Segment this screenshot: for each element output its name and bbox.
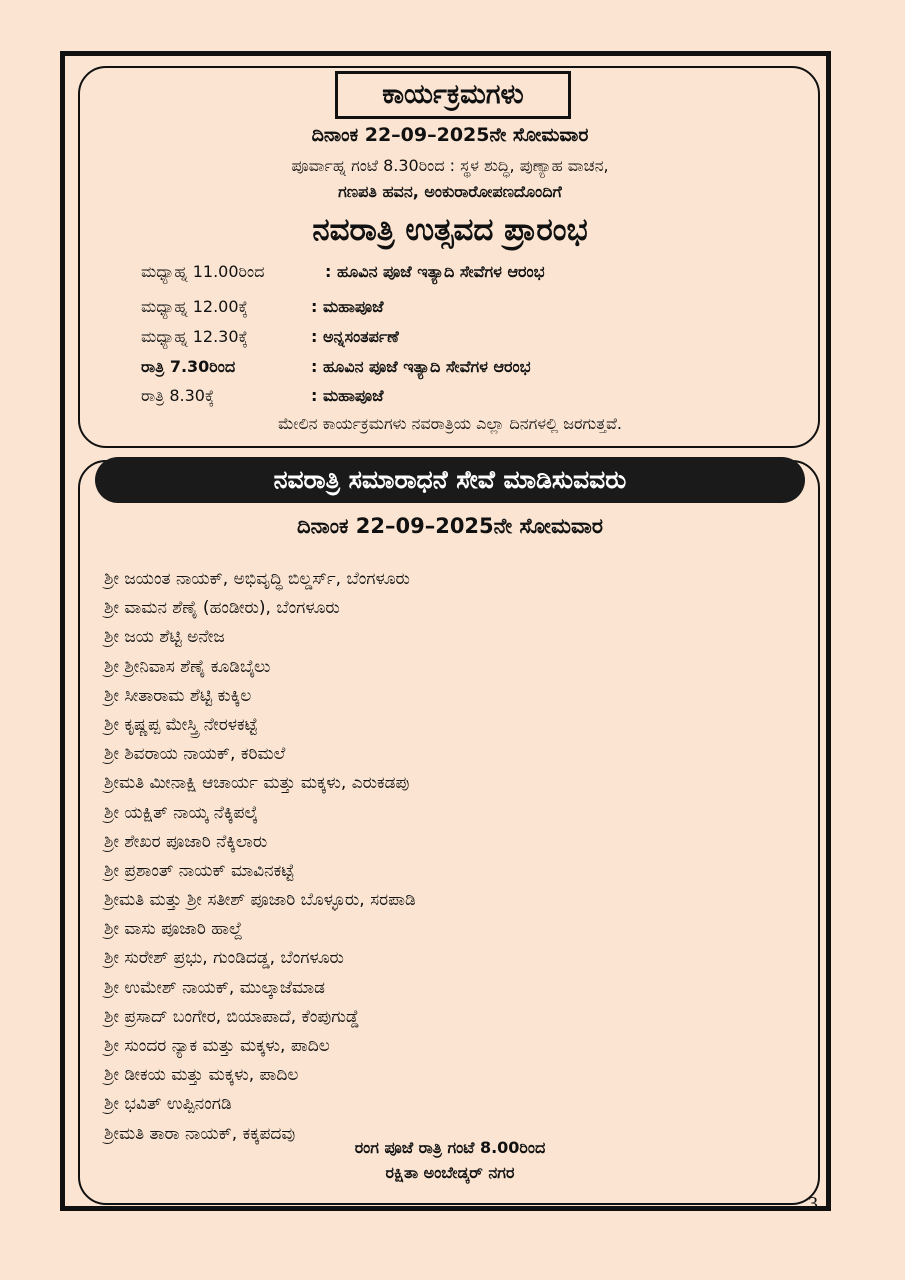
schedule-event: : ಮಹಾಪೂಜೆ <box>311 386 384 405</box>
page-number: 3 <box>808 1193 818 1215</box>
sponsors-date: ದಿನಾಂಕ 22–09–2025ನೇ ಸೋಮವಾರ <box>297 514 603 538</box>
sponsor-name: ಶ್ರೀ ವಾಸು ಪೂಜಾರಿ ಹಾಲ್ದೆ <box>104 919 243 940</box>
sponsor-footer-name: ರಕ್ಷಿತಾ ಅಂಬೇಡ್ಕರ್ ನಗರ <box>385 1163 515 1182</box>
sponsor-name: ಶ್ರೀ ಜಯಂತ ನಾಯಕ್, ಅಭಿವೃದ್ಧಿ ಬಿಲ್ಡರ್ಸ್, ಬೆಂಗಳೂರು <box>104 569 410 589</box>
sponsor-list <box>104 565 416 1149</box>
sponsor-name: ಶ್ರೀ ಯಕ್ಷಿತ್ ನಾಯ್ಕ ನೆಕ್ಕಿಪಲ್ಕೆ <box>104 802 258 823</box>
sponsor-name: ಶ್ರೀ ಪ್ರಸಾದ್ ಬಂಗೇರ, ಬಿಯಾಪಾದೆ, ಕೆಂಪುಗುಡ್ಡೆ <box>104 1006 360 1027</box>
sponsor-name: ಶ್ರೀ ಸುಂದರ ನ್ಯಾಕ ಮತ್ತು ಮಕ್ಕಳು, ಪಾದಿಲ <box>104 1036 330 1056</box>
sponsor-name: ಶ್ರೀ ಸುರೇಶ್ ಪ್ರಭು, ಗುಂಡಿದಡ್ಡ, ಬೆಂಗಳೂರು <box>104 948 344 969</box>
schedule-event: : ಹೂವಿನ ಪೂಜೆ ಇತ್ಯಾದಿ ಸೇವೆಗಳ ಆರಂಭ <box>311 357 531 376</box>
sponsor-name: ಶ್ರೀ ಭವಿತ್ ಉಪ್ಪಿನಂಗಡಿ <box>104 1094 232 1115</box>
schedule-time: ಮಧ್ಯಾಹ್ನ 12.30ಕ್ಕೆ <box>141 327 248 346</box>
schedule-row <box>141 327 781 347</box>
schedule-row <box>141 386 781 406</box>
schedule-event: : ಅನ್ನಸಂತರ್ಪಣೆ <box>311 327 399 346</box>
program-date: ದಿನಾಂಕ 22–09–2025ನೇ ಸೋಮವಾರ <box>311 124 589 146</box>
ranga-pooja-line: ರಂಗ ಪೂಜೆ ರಾತ್ರಿ ಗಂಟೆ 8.00ರಿಂದ <box>354 1138 546 1157</box>
sponsor-name: ಶ್ರೀಮತಿ ತಾರಾ ನಾಯಕ್, ಕಕ್ಕಪದವು <box>104 1123 296 1144</box>
schedule-row <box>141 357 781 377</box>
sponsor-name: ಶ್ರೀ ಶ್ರೀನಿವಾಸ ಶೆಣೈ ಕೂಡಿಬೈಲು <box>104 656 271 677</box>
schedule-time: ಮಧ್ಯಾಹ್ನ 12.00ಕ್ಕೆ <box>141 297 248 316</box>
schedule-row <box>141 262 781 282</box>
sponsor-name: ಶ್ರೀ ಕೃಷ್ಣಪ್ಪ ಮೇಸ್ತ್ರಿ ನೇರಳಕಟ್ಟೆ <box>104 714 258 735</box>
sponsor-name: ಶ್ರೀಮತಿ ಮೀನಾಕ್ಷಿ ಆಚಾರ್ಯ ಮತ್ತು ಮಕ್ಕಳು, ಎರುಕಡಪು <box>104 773 410 794</box>
morning-schedule-line2: ಗಣಪತಿ ಹವನ, ಅಂಕುರಾರೋಪಣದೊಂದಿಗೆ <box>338 182 562 201</box>
schedule-time: ರಾತ್ರಿ 7.30ರಿಂದ <box>141 357 236 376</box>
schedule-row <box>141 297 781 317</box>
schedule-time: ಮಧ್ಯಾಹ್ನ 11.00ರಿಂದ <box>141 262 265 281</box>
sponsor-name: ಶ್ರೀ ಡೀಕಯ ಮತ್ತು ಮಕ್ಕಳು, ಪಾದಿಲ <box>104 1065 299 1086</box>
sponsors-banner: ನವರಾತ್ರಿ ಸಮಾರಾಧನೆ ಸೇವೆ ಮಾಡಿಸುವವರು <box>95 457 805 503</box>
sponsor-name: ಶ್ರೀ ಸೀತಾರಾಮ ಶೆಟ್ಟಿ ಕುಕ್ಕಿಲ <box>104 685 252 706</box>
sponsor-name: ಶ್ರೀ ಶಿವರಾಯ ನಾಯಕ್, ಕರಿಮಲೆ <box>104 744 286 765</box>
schedule-time: ರಾತ್ರಿ 8.30ಕ್ಕೆ <box>141 386 215 405</box>
sponsor-name: ಶ್ರೀಮತಿ ಮತ್ತು ಶ್ರೀ ಸತೀಶ್ ಪೂಜಾರಿ ಬೊಳ್ಳೂರು, ಸರಪಾಡಿ <box>104 890 416 911</box>
morning-schedule-line1: ಪೂರ್ವಾಹ್ನ ಗಂಟೆ 8.30ರಿಂದ : ಸ್ಥಳ ಶುದ್ಧಿ, ಪುಣ್ಯಾಹ ವಾಚನ, <box>291 156 609 175</box>
program-title: ಕಾರ್ಯಕ್ರಮಗಳು <box>335 71 571 119</box>
program-note: ಮೇಲಿನ ಕಾರ್ಯಕ್ರಮಗಳು ನವರಾತ್ರಿಯ ಎಲ್ಲಾ ದಿನಗಳಲ್ಲಿ ಜರಗುತ್ತವೆ. <box>277 414 622 433</box>
sponsor-name: ಶ್ರೀ ಉಮೇಶ್ ನಾಯಕ್, ಮುಲ್ಕಾಜೆಮಾಡ <box>104 977 326 998</box>
festival-heading: ನವರಾತ್ರಿ ಉತ್ಸವದ ಪ್ರಾರಂಭ <box>312 212 588 248</box>
schedule-event: : ಹೂವಿನ ಪೂಜೆ ಇತ್ಯಾದಿ ಸೇವೆಗಳ ಆರಂಭ <box>325 262 545 281</box>
sponsor-name: ಶ್ರೀ ಜಯ ಶೆಟ್ಟಿ ಅನೇಜ <box>104 627 225 648</box>
sponsor-name: ಶ್ರೀ ಶೇಖರ ಪೂಜಾರಿ ನೆಕ್ಕಿಲಾರು <box>104 831 268 852</box>
sponsor-name: ಶ್ರೀ ಪ್ರಶಾಂತ್ ನಾಯಕ್ ಮಾವಿನಕಟ್ಟೆ <box>104 860 295 881</box>
schedule-event: : ಮಹಾಪೂಜೆ <box>311 297 384 316</box>
sponsor-name: ಶ್ರೀ ವಾಮನ ಶೆಣೈ (ಹಂಡೀರು), ಬೆಂಗಳೂರು <box>104 598 340 619</box>
